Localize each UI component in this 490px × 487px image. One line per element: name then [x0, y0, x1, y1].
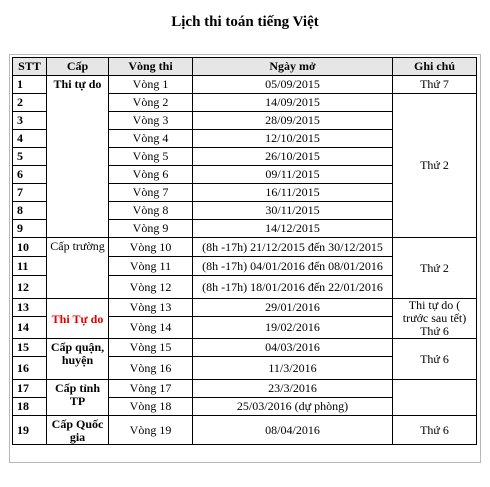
cell-ghichu: Thi tự do ( trước sau tết) Thứ 6	[393, 299, 477, 339]
table-row	[13, 339, 477, 357]
cell-cap-group: Thi Tự do	[47, 299, 109, 339]
cell-stt: 7	[13, 184, 47, 202]
cell-vong: Vòng 4	[109, 130, 193, 148]
cell-ngay: 26/10/2015	[193, 148, 393, 166]
cell-ghichu: Thứ 6	[393, 416, 477, 445]
cell-stt: 18	[13, 398, 47, 416]
cell-stt: 4	[13, 130, 47, 148]
cell-stt: 8	[13, 202, 47, 220]
cell-stt: 11	[13, 257, 47, 276]
cell-stt: 5	[13, 148, 47, 166]
cell-stt: 10	[13, 238, 47, 257]
cell-stt: 12	[13, 276, 47, 299]
cell-stt: 6	[13, 166, 47, 184]
cell-ngay: 28/09/2015	[193, 112, 393, 130]
cell-ngay: 23/3/2016	[193, 380, 393, 398]
cell-stt: 1	[13, 76, 47, 94]
cell-ghichu-empty	[393, 380, 477, 416]
cell-cap-group: Cấp Quốc gia	[47, 416, 109, 445]
header-stt: STT	[13, 58, 47, 76]
cell-vong: Vòng 1	[109, 76, 193, 94]
header-row	[13, 58, 477, 76]
cell-stt: 3	[13, 112, 47, 130]
cell-vong: Vòng 3	[109, 112, 193, 130]
cell-ngay: 09/11/2015	[193, 166, 393, 184]
cell-vong: Vòng 10	[109, 238, 193, 257]
cell-ghichu: Thứ 2	[393, 238, 477, 299]
cell-ngay: 30/11/2015	[193, 202, 393, 220]
cell-vong: Vòng 8	[109, 202, 193, 220]
cell-ngay: 14/12/2015	[193, 220, 393, 238]
schedule-table	[12, 57, 477, 445]
cell-ghichu: Thứ 6	[393, 339, 477, 380]
cell-vong: Vòng 5	[109, 148, 193, 166]
cell-ngay: 19/02/2016	[193, 317, 393, 339]
table-row	[13, 238, 477, 257]
cell-vong: Vòng 15	[109, 339, 193, 357]
cell-ngay: 08/04/2016	[193, 416, 393, 445]
cell-ngay: 14/09/2015	[193, 94, 393, 112]
cell-vong: Vòng 17	[109, 380, 193, 398]
table-row	[13, 76, 477, 94]
cell-cap-group: Cấp tỉnh TP	[47, 380, 109, 416]
cell-vong: Vòng 11	[109, 257, 193, 276]
cell-stt: 13	[13, 299, 47, 317]
header-ngay: Ngày mở	[193, 58, 393, 76]
header-cap: Cấp	[47, 58, 109, 76]
cell-cap-group: Cấp quận, huyện	[47, 339, 109, 380]
table-row	[13, 416, 477, 445]
cell-stt: 16	[13, 357, 47, 380]
cell-vong: Vòng 7	[109, 184, 193, 202]
cell-ngay: 25/03/2016 (dự phòng)	[193, 398, 393, 416]
cell-ghichu: Thứ 7	[393, 76, 477, 94]
cell-ngay: 11/3/2016	[193, 357, 393, 380]
cell-vong: Vòng 2	[109, 94, 193, 112]
page-title: Lịch thi toán tiếng Việt	[171, 14, 319, 30]
header-ghichu: Ghi chú	[393, 58, 477, 76]
cell-ngay: 05/09/2015	[193, 76, 393, 94]
cell-ngay: 29/01/2016	[193, 299, 393, 317]
cell-ghichu: Thứ 2	[393, 94, 477, 238]
cell-stt: 15	[13, 339, 47, 357]
cell-ngay: (8h -17h) 18/01/2016 đến 22/01/2016	[193, 276, 393, 299]
cell-ngay: 12/10/2015	[193, 130, 393, 148]
cell-ngay: (8h -17h) 04/01/2016 đến 08/01/2016	[193, 257, 393, 276]
cell-stt: 9	[13, 220, 47, 238]
cell-vong: Vòng 13	[109, 299, 193, 317]
cell-vong: Vòng 9	[109, 220, 193, 238]
cell-vong: Vòng 19	[109, 416, 193, 445]
cell-cap-group: Cấp trường	[47, 238, 109, 299]
cell-ngay: (8h -17h) 21/12/2015 đến 30/12/2015	[193, 238, 393, 257]
cell-cap-group: Thi tự do	[47, 76, 109, 238]
cell-ngay: 04/03/2016	[193, 339, 393, 357]
cell-vong: Vòng 18	[109, 398, 193, 416]
cell-ngay: 16/11/2015	[193, 184, 393, 202]
cell-stt: 17	[13, 380, 47, 398]
cell-vong: Vòng 12	[109, 276, 193, 299]
cell-vong: Vòng 14	[109, 317, 193, 339]
header-vong: Vòng thi	[109, 58, 193, 76]
cell-stt: 14	[13, 317, 47, 339]
cell-vong: Vòng 16	[109, 357, 193, 380]
table-row	[13, 380, 477, 398]
cell-vong: Vòng 6	[109, 166, 193, 184]
cell-stt: 19	[13, 416, 47, 445]
cell-stt: 2	[13, 94, 47, 112]
table-row	[13, 299, 477, 317]
